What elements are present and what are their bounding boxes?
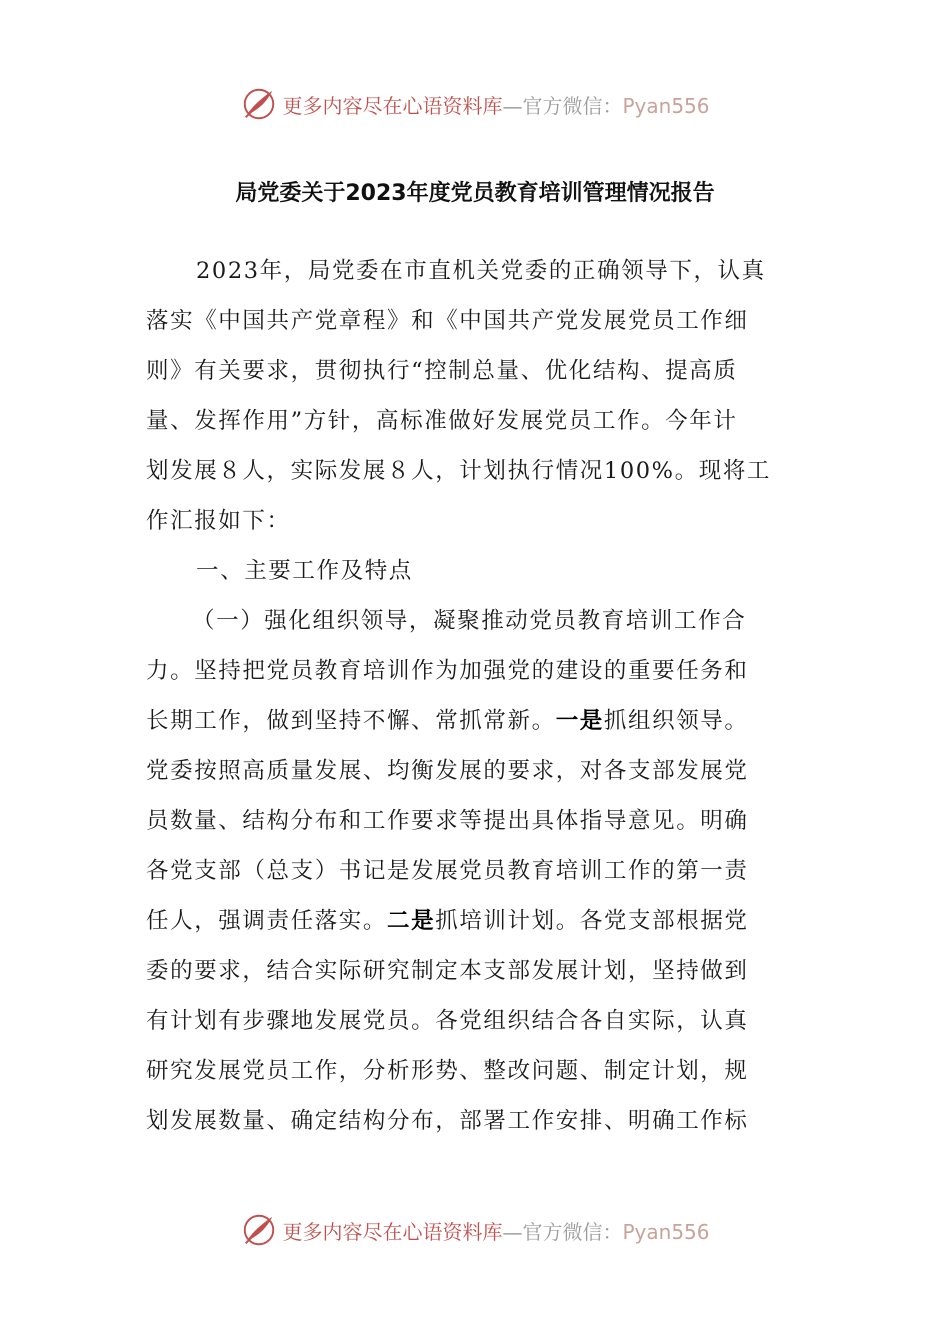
body-line: 2023年，局党委在市直机关党委的正确领导下，认真 [196, 258, 766, 284]
subsection-heading: （一）强化组织领导，凝聚推动党员教育培训工作合 [192, 608, 747, 634]
body-line: 各党支部（总支）书记是发展党员教育培训工作的第一责 [146, 858, 749, 884]
body-line: 划发展８人，实际发展８人，计划执行情况100%。现将工 [146, 458, 772, 484]
emphasis-second: 二是 [387, 908, 436, 934]
body-line: 委的要求，结合实际研究制定本支部发展计划，坚持做到 [146, 958, 749, 984]
body-line: 员数量、结构分布和工作要求等提出具体指导意见。明确 [146, 808, 749, 834]
emphasis-first: 一是 [555, 708, 604, 734]
footer-banner [0, 1210, 950, 1250]
body-line [146, 696, 796, 746]
body-line: 量、发挥作用”方针，高标准做好发展党员工作。今年计 [146, 408, 738, 434]
banner-text [282, 90, 709, 119]
body-line: 研究发展党员工作，分析形势、整改问题、制定计划，规 [146, 1058, 749, 1084]
quill-logo-icon [240, 85, 278, 123]
banner-wechat-id: Pyan556 [622, 1219, 710, 1244]
body-line [146, 896, 796, 946]
document-title: 局党委关于2023年度党员教育培训管理情况报告 [235, 181, 715, 206]
body-text: 抓培训计划。各党支部根据党 [435, 908, 749, 934]
banner-slogan: 更多内容尽在心语资料库 [282, 93, 503, 118]
body-line: 力。坚持把党员教育培训作为加强党的建设的重要任务和 [146, 658, 749, 684]
banner-separator: — [502, 93, 523, 118]
banner-wechat-id: Pyan556 [622, 93, 710, 118]
body-text: 任人，强调责任落实。 [146, 908, 388, 934]
body-line: 划发展数量、确定结构分布，部署工作安排、明确工作标 [146, 1108, 749, 1134]
body-line: 党委按照高质量发展、均衡发展的要求，对各支部发展党 [146, 758, 749, 784]
body-line: 有计划有步骤地发展党员。各党组织结合各自实际，认真 [146, 1008, 749, 1034]
section-heading: 一、主要工作及特点 [196, 558, 413, 584]
banner-separator: — [502, 1219, 523, 1244]
body-text: 抓组织领导。 [603, 708, 749, 734]
body-line: 则》有关要求，贯彻执行“控制总量、优化结构、提高质 [146, 358, 738, 384]
body-text: 长期工作，做到坚持不懈、常抓常新。 [146, 708, 556, 734]
banner-text [282, 1216, 709, 1245]
body-line: 作汇报如下： [146, 508, 291, 534]
quill-logo-icon [240, 1211, 278, 1249]
banner-wechat-label: 官方微信： [522, 93, 623, 118]
header-banner [0, 84, 950, 124]
document-body [146, 246, 796, 1146]
banner-slogan: 更多内容尽在心语资料库 [282, 1219, 503, 1244]
body-line: 落实《中国共产党章程》和《中国共产党发展党员工作细 [146, 308, 749, 334]
banner-wechat-label: 官方微信： [522, 1219, 623, 1244]
